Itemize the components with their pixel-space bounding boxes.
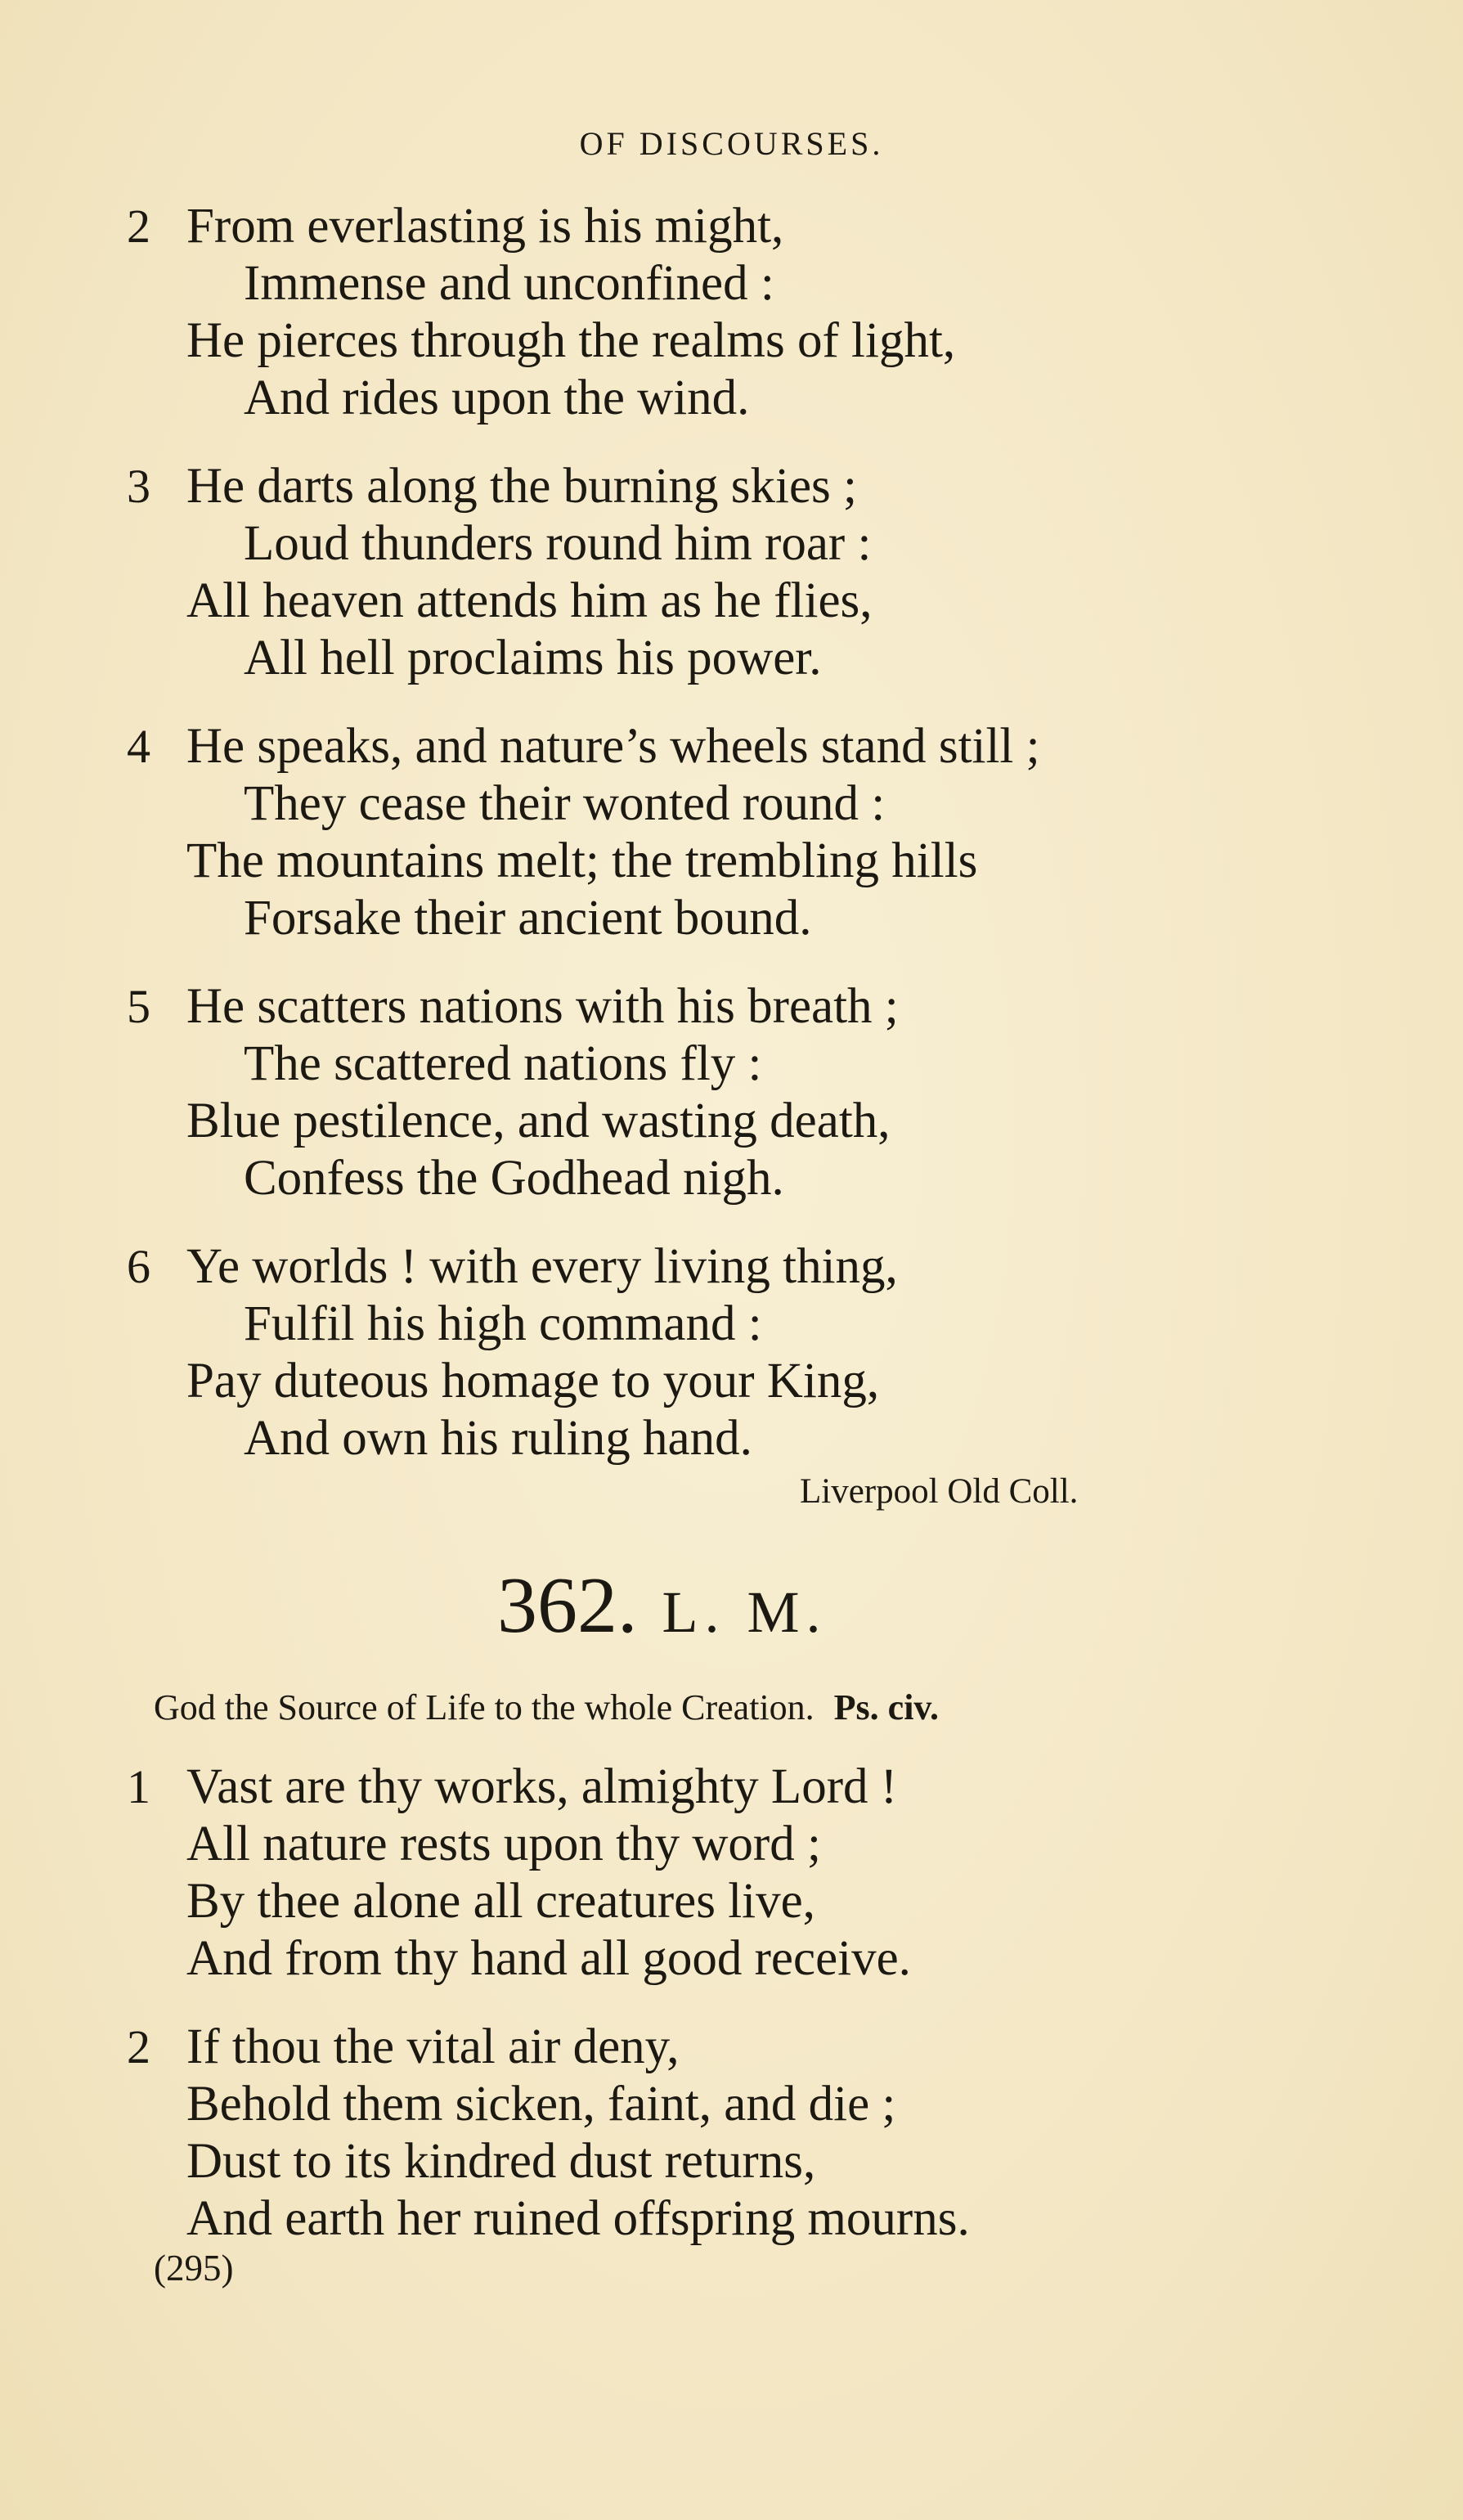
- stanza-number: 2: [127, 200, 150, 253]
- hymn-attribution: Liverpool Old Coll.: [800, 1472, 1079, 1511]
- verse-line: Immense and unconfined :: [244, 256, 774, 311]
- verse-line: Confess the Godhead nigh.: [244, 1151, 784, 1206]
- verse-line: All nature rests upon thy word ;: [186, 1817, 821, 1871]
- hymn-heading: [497, 1561, 828, 1657]
- verse-line: Vast are thy works, almighty Lord !: [186, 1759, 898, 1814]
- verse-line: And own his ruling hand.: [244, 1411, 752, 1466]
- verse-line: They cease their wonted round :: [244, 776, 886, 831]
- verse-line: From everlasting is his might,: [186, 199, 784, 254]
- verse-line: The mountains melt; the trembling hills: [186, 833, 978, 888]
- verse-line: He darts along the burning skies ;: [186, 459, 857, 514]
- stanza-number: 4: [127, 720, 150, 773]
- stanza-number: 1: [127, 1760, 150, 1813]
- verse-line: He scatters nations with his breath ;: [186, 979, 899, 1034]
- verse-line: Blue pestilence, and wasting death,: [186, 1094, 891, 1148]
- verse-line: By thee alone all creatures live,: [186, 1874, 815, 1929]
- stanza-number: 5: [127, 980, 150, 1033]
- verse-line: Fulfil his high command :: [244, 1296, 762, 1351]
- verse-line: Loud thunders round him roar :: [244, 516, 872, 571]
- verse-line: And earth her ruined offspring mourns.: [186, 2191, 970, 2246]
- verse-line: Forsake their ancient bound.: [244, 891, 812, 946]
- hymn-subject-line: [154, 1685, 939, 1731]
- verse-line: Pay duteous homage to your King,: [186, 1354, 880, 1408]
- verse-line: And rides upon the wind.: [244, 371, 750, 425]
- stanza-number: 3: [127, 460, 150, 513]
- hymn-number: 362.: [497, 1561, 638, 1650]
- verse-line: He speaks, and nature’s wheels stand still ;: [186, 719, 1040, 774]
- page-number: (295): [154, 2248, 234, 2289]
- verse-line: If thou the vital air deny,: [186, 2019, 680, 2074]
- running-head: OF DISCOURSES.: [579, 125, 884, 162]
- hymn-metre: L. M.: [662, 1579, 828, 1645]
- stanza-number: 6: [127, 1240, 150, 1293]
- scripture-reference: Ps. civ.: [833, 1687, 939, 1727]
- verse-line: Ye worlds ! with every living thing,: [186, 1239, 898, 1294]
- verse-line: Behold them sicken, faint, and die ;: [186, 2077, 896, 2131]
- stanza-number: 2: [127, 2020, 150, 2073]
- verse-line: The scattered nations fly :: [244, 1036, 762, 1091]
- verse-line: Dust to its kindred dust returns,: [186, 2134, 816, 2189]
- verse-line: All hell proclaims his power.: [244, 631, 822, 685]
- verse-line: And from thy hand all good receive.: [186, 1931, 911, 1986]
- verse-line: All heaven attends him as he flies,: [186, 573, 873, 628]
- hymn-subject: God the Source of Life to the whole Creation.: [154, 1687, 815, 1727]
- verse-line: He pierces through the realms of light,: [186, 313, 956, 368]
